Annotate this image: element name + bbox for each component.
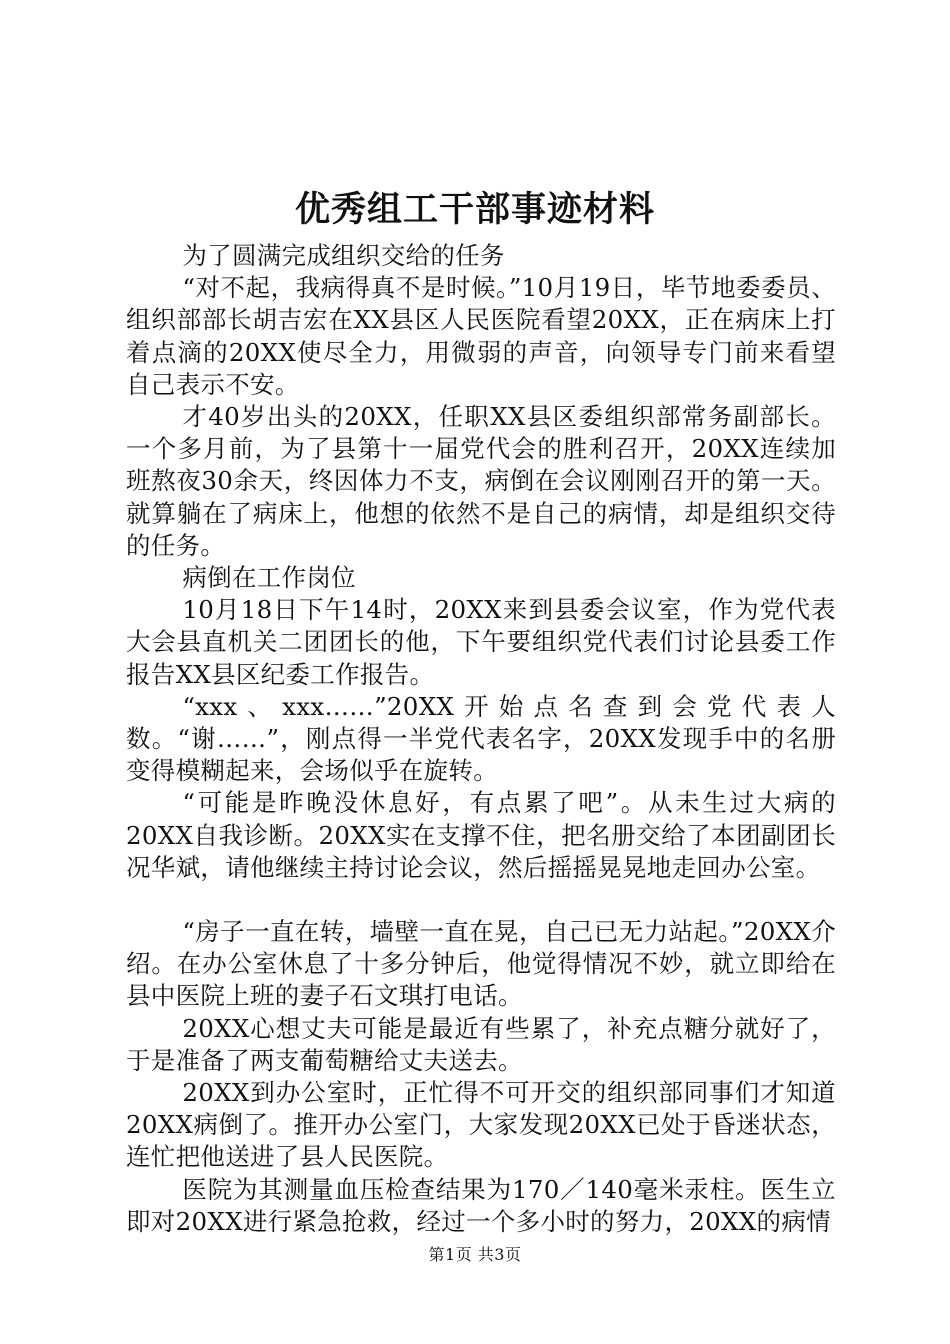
paragraph: 医院为其测量血压检查结果为170／140毫米汞柱。医生立即对20XX进行紧急抢救，经过一个多小时的努力，20XX的病情 (126, 1174, 836, 1236)
paragraph-intro: 为了圆满完成组织交给的任务 (182, 241, 505, 270)
paragraph: 20XX到办公室时，正忙得不可开交的组织部同事们才知道20XX病倒了。推开办公室门，大家发现20XX已处于昏迷状态，连忙把他送进了县人民医院。 (126, 1078, 836, 1172)
paragraph: “可能是昨晚没休息好，有点累了吧”。从未生过大病的20XX自我诊断。20XX实在支撑不住，把名册交给了本团副团长况华斌，请他继续主持讨论会议，然后摇摇晃晃地走回办公室。 (126, 788, 836, 882)
document-title: 优秀组工干部事迹材料 (294, 189, 655, 230)
document-body (126, 240, 836, 1238)
paragraph: 10月18日下午14时，20XX来到县委会议室，作为党代表大会县直机关二团团长的他，下午要组织党代表们讨论县委工作报告XX县区纪委工作报告。 (126, 595, 836, 689)
paragraph: “房子一直在转，墙壁一直在晃，自己已无力站起。”20XX介绍。在办公室休息了十多分钟后，他觉得情况不妙，就立即给在县中医院上班的妻子石文琪打电话。 (126, 917, 836, 1011)
paragraph: “对不起，我病得真不是时候。”10月19日，毕节地委委员、组织部部长胡吉宏在XX县区人民医院看望20XX，正在病床上打着点滴的20XX使尽全力，用微弱的声音，向领导专门前来看望自己表示不安。 (126, 273, 836, 399)
page-footer: 第1页 共3页 (428, 1245, 522, 1264)
section-heading: 病倒在工作岗位 (182, 563, 356, 593)
paragraph: 才40岁出头的20XX，任职XX县区委组织部常务副部长。一个多月前，为了县第十一届党代会的胜利召开，20XX连续加班熬夜30余天，终因体力不支，病倒在会议刚刚召开的第一天。就算躺在了病床上，他想的依然不是自己的病情，却是组织交待的任务。 (126, 402, 836, 560)
paragraph: 20XX心想丈夫可能是最近有些累了，补充点糖分就好了，于是准备了两支葡萄糖给丈夫送去。 (126, 1013, 836, 1075)
paragraph: “xxx、xxx……”20XX开始点名查到会党代表人数。“谢……”，刚点得一半党代表名字，20XX发现手中的名册变得模糊起来，会场似乎在旋转。 (126, 691, 836, 786)
